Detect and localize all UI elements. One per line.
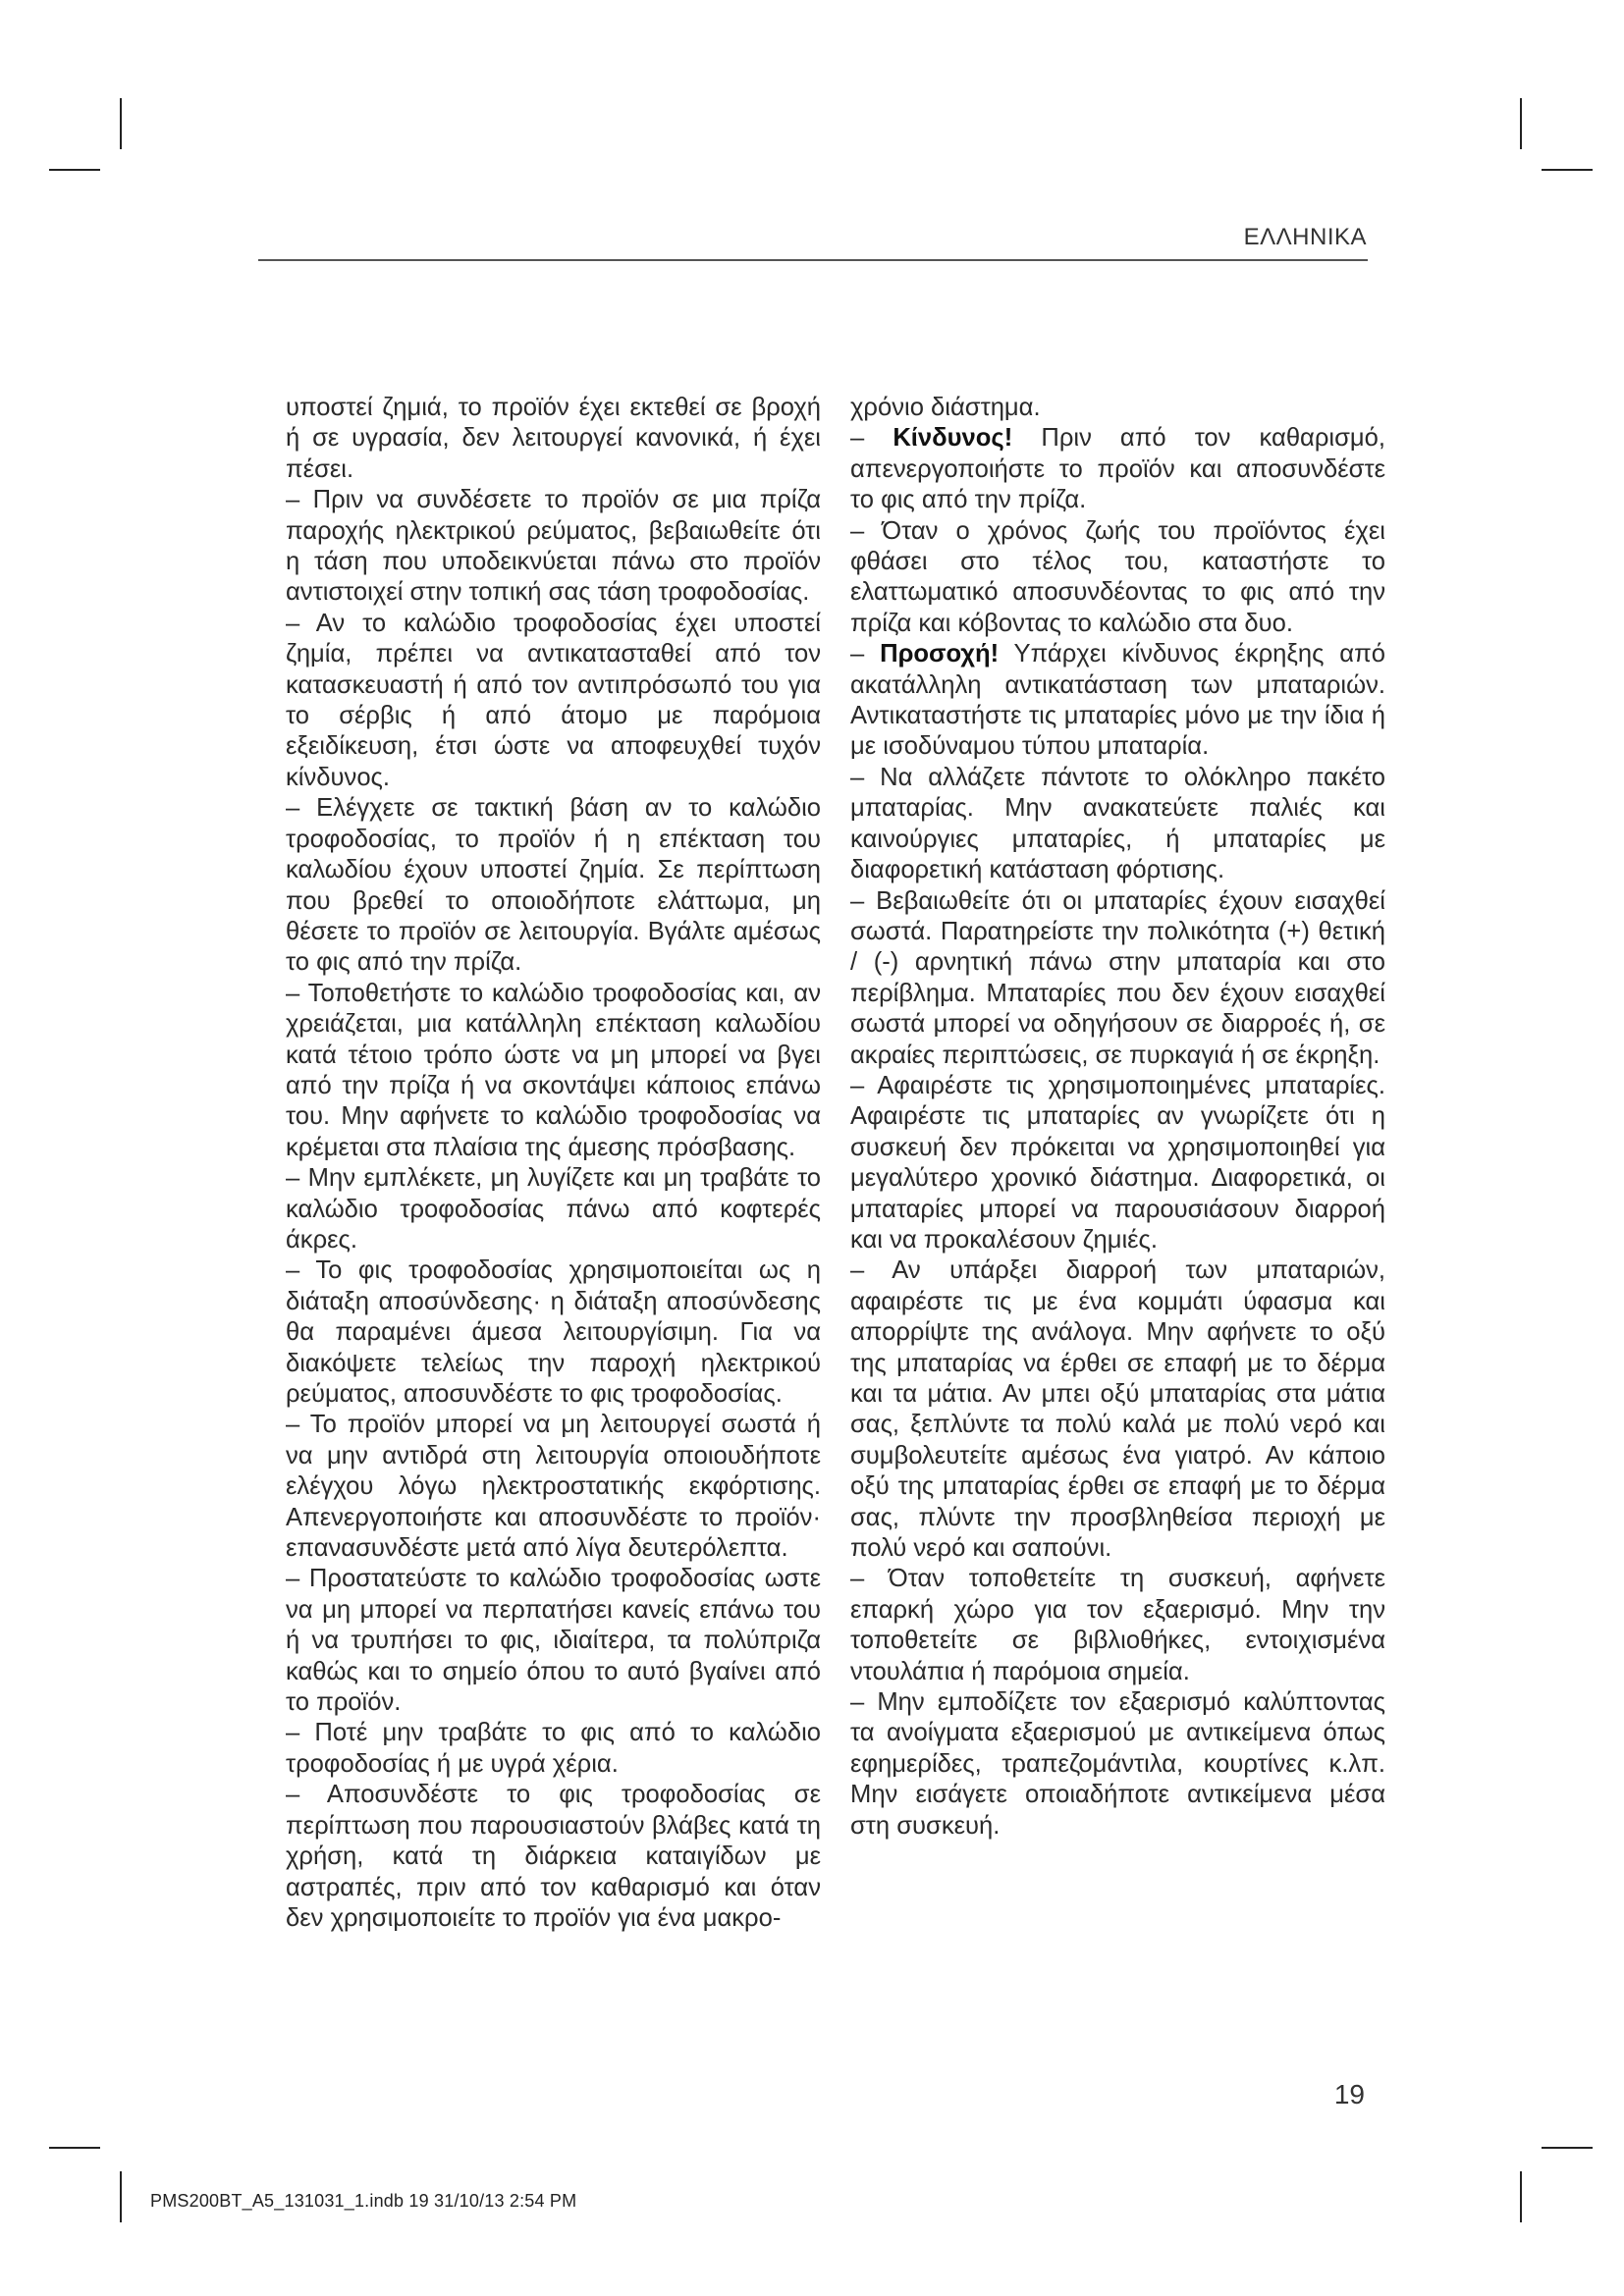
print-slug: PMS200BT_A5_131031_1.indb 19 31/10/13 2:54 PM (150, 2191, 577, 2211)
paragraph: – Ελέγχετε σε τακτική βάση αν το καλώδιο τροφοδοσίας, το προϊόν ή η επέκταση του καλωδίου έχουν υποστεί ζημία. Σε περίπτωση που βρεθεί το οποιοδήποτε ελάττωμα, μη θέσετε το προϊόν σε λειτουργία. Βγάλτε αμέσως το φις από την πρίζα. (286, 794, 821, 977)
paragraph: – Τοποθετήστε το καλώδιο τροφοδοσίας και, αν χρειάζεται, μια κατάλληλη επέκταση καλωδίου κατά τέτοιο τρόπο ώστε να μη μπορεί να βγει από την πρίζα ή να σκοντάψει κάποιος επάνω του. Μην αφήνετε το καλώδιο τροφοδοσίας να κρέμεται στα πλαίσια της άμεσης πρόσβασης. (286, 979, 821, 1161)
danger-text: Πριν από τον καθαρισμό, απενεργοποιήστε το προϊόν και αποσυνδέστε το φις από την πρίζα. (850, 424, 1385, 514)
header-rule (258, 259, 1368, 261)
paragraph: – Όταν ο χρόνος ζωής του προϊόντος έχει φθάσει στο τέλος του, καταστήστε το ελαττωματικό αποσυνδέοντας το φις από την πρίζα και κόβοντας το καλώδιο στα δυο. (850, 516, 1385, 637)
crop-mark-top-left-horizontal (49, 169, 100, 171)
left-column (286, 393, 821, 1934)
crop-mark-bottom-left-vertical (120, 2171, 122, 2222)
crop-mark-top-right-horizontal (1542, 169, 1593, 171)
paragraph: υποστεί ζημιά, το προϊόν έχει εκτεθεί σε βροχή ή σε υγρασία, δεν λειτουργεί κανονικά, ή έχει πέσει. (286, 394, 821, 483)
paragraph: χρόνιο διάστημα. (850, 394, 1041, 421)
paragraph: – Αν το καλώδιο τροφοδοσίας έχει υποστεί ζημία, πρέπει να αντικατασταθεί από τον κατασκευαστή ή από τον αντιπρόσωπό του για το σέρβις ή από άτομο με παρόμοια εξειδίκευση, έτσι ώστε να αποφευχθεί τυχόν κίνδυνος. (286, 609, 821, 791)
caution-label: Προσοχή! (880, 640, 1000, 668)
caution-paragraph (850, 639, 1385, 763)
paragraph: – Βεβαιωθείτε ότι οι μπαταρίες έχουν εισαχθεί σωστά. Παρατηρείστε την πολικότητα (+) θετική / (-) αρνητική πάνω στην μπαταρία και στο περίβλημα. Μπαταρίες που δεν έχουν εισαχθεί σωστά μπορεί να οδηγήσουν σε διαρροές ή, σε ακραίες περιπτώσεις, σε πυρκαγιά ή σε έκρηξη. (850, 886, 1385, 1069)
paragraph: – Αποσυνδέστε το φις τροφοδοσίας σε περίπτωση που παρουσιαστούν βλάβες κατά τη χρήση, κατά τη διάρκεια καταιγίδων με αστραπές, πριν από τον καθαρισμό και όταν δεν χρησιμοποιείτε το προϊόν για ένα μακρο- (286, 1781, 821, 1932)
paragraph: – Προστατεύστε το καλώδιο τροφοδοσίας ωστε να μη μπορεί να περπατήσει κανείς επάνω του ή να τρυπήσει το φις, ιδιαίτερα, τα πολύπριζα καθώς και το σημείο όπου το αυτό βγαίνει από το προϊόν. (286, 1565, 821, 1717)
paragraph: – Το προϊόν μπορεί να μη λειτουργεί σωστά ή να μην αντιδρά στη λειτουργία οποιουδήποτε ελέγχου λόγω ηλεκτροστατικής εκφόρτισης. Απενεργοποιήστε και αποσυνδέστε το προϊόν· επανασυνδέστε μετά από λίγα δευτερόλεπτα. (286, 1411, 821, 1563)
right-column (850, 393, 1385, 1842)
crop-mark-bottom-right-horizontal (1542, 2147, 1593, 2149)
paragraph: – Όταν τοποθετείτε τη συσκευή, αφήνετε επαρκή χώρο για τον εξαερισμό. Μην την τοποθετείτε σε βιβλιοθήκες, εντοιχισμένα ντουλάπια ή παρόμοια σημεία. (850, 1565, 1385, 1685)
page-number: 19 (1333, 2079, 1365, 2109)
paragraph: – Μην εμπλέκετε, μη λυγίζετε και μη τραβάτε το καλώδιο τροφοδοσίας πάνω από κοφτερές άκρες. (286, 1164, 821, 1254)
crop-mark-bottom-left-horizontal (49, 2147, 100, 2149)
caution-text: Υπάρχει κίνδυνος έκρηξης από ακατάλληλη αντικατάσταση των μπαταριών. Αντικαταστήστε τις μπαταρίες μόνο με την ίδια ή με ισοδύναμου τύπου μπαταρία. (850, 640, 1385, 761)
paragraph: – Αν υπάρξει διαρροή των μπαταριών, αφαιρέστε τις με ένα κομμάτι ύφασμα και απορρίψτε της ανάλογα. Μην αφήνετε το οξύ της μπαταρίας να έρθει σε επαφή με το δέρμα και τα μάτια. Αν μπει οξύ μπαταρίας στα μάτια σας, ξεπλύντε τα πολύ καλά με πολύ νερό και συμβολευτείτε αμέσως ένα γιατρό. Αν κάποιο οξύ της μπαταρίας έρθει σε επαφή με το δέρμα σας, πλύντε την προσβληθείσα περιοχή με πολύ νερό και σαπούνι. (850, 1256, 1385, 1563)
paragraph: – Να αλλάζετε πάντοτε το ολόκληρο πακέτο μπαταρίας. Μην ανακατεύετε παλιές και καινούργιες μπαταρίες, ή μπαταρίες με διαφορετική κατάσταση φόρτισης. (850, 763, 1385, 884)
crop-mark-top-left-vertical (120, 98, 122, 149)
bullet-dash: – (850, 640, 881, 668)
crop-mark-top-right-vertical (1520, 98, 1522, 149)
paragraph: – Ποτέ μην τραβάτε το φις από το καλώδιο τροφοδοσίας ή με υγρά χέρια. (286, 1719, 821, 1778)
paragraph: – Το φις τροφοδοσίας χρησιμοποιείται ως η διάταξη αποσύνδεσης· η διάταξη αποσύνδεσης θα παραμένει άμεσα λειτουργίσιμη. Για να διακόψετε τελείως την παροχή ηλεκτρικού ρεύματος, αποσυνδέστε το φις τροφοδοσίας. (286, 1256, 821, 1408)
crop-mark-bottom-right-vertical (1520, 2171, 1522, 2222)
danger-label: Κίνδυνος! (893, 424, 1013, 453)
language-label: ΕΛΛΗΝΙΚΑ (1243, 224, 1367, 250)
danger-paragraph (850, 423, 1385, 515)
paragraph: – Πριν να συνδέσετε το προϊόν σε μια πρίζα παροχής ηλεκτρικού ρεύματος, βεβαιωθείτε ότι η τάση που υποδεικνύεται πάνω στο προϊόν αντιστοιχεί στην τοπική σας τάση τροφοδοσίας. (286, 486, 821, 607)
paragraph: – Αφαιρέστε τις χρησιμοποιημένες μπαταρίες. Αφαιρέστε τις μπαταρίες αν γνωρίζετε ότι η συσκευή δεν πρόκειται να χρησιμοποιηθεί για μεγαλύτερο χρονικό διάστημα. Διαφορετικά, οι μπαταρίες μπορεί να παρουσιάσουν διαρροή και να προκαλέσουν ζημιές. (850, 1071, 1385, 1254)
bullet-dash: – (850, 424, 893, 453)
paragraph: – Μην εμποδίζετε τον εξαερισμό καλύπτοντας τα ανοίγματα εξαερισμού με αντικείμενα όπως εφημερίδες, τραπεζομάντιλα, κουρτίνες κ.λπ. Μην εισάγετε οποιαδήποτε αντικείμενα μέσα στη συσκευή. (850, 1688, 1385, 1840)
